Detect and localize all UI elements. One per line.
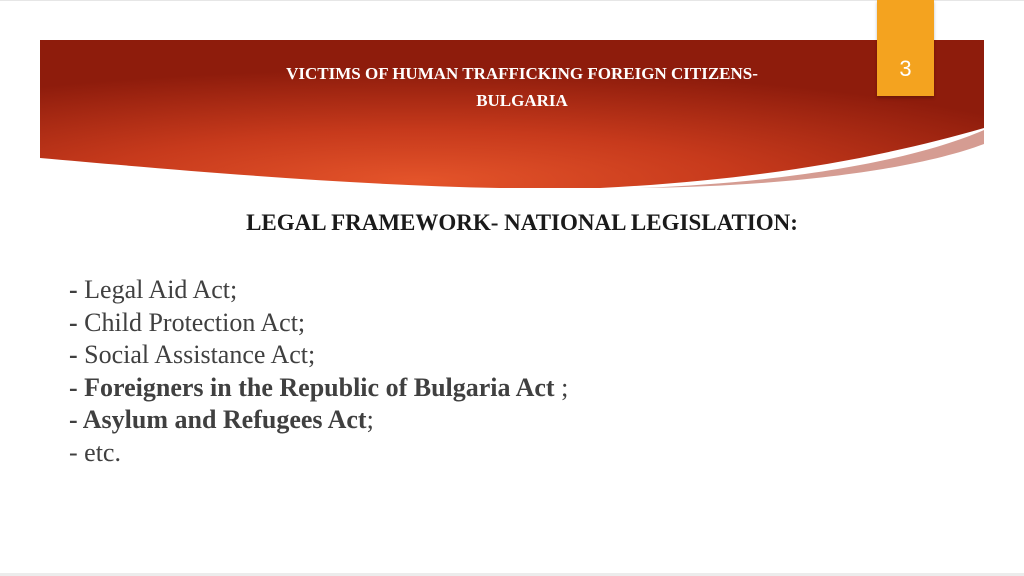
list-item-text: Foreigners in the Republic of Bulgaria Act <box>84 372 555 402</box>
list-item <box>69 372 969 405</box>
section-heading: LEGAL FRAMEWORK- NATIONAL LEGISLATION: <box>246 210 798 235</box>
top-border-line <box>0 0 1024 1</box>
legislation-list <box>69 274 969 469</box>
slide-title-line-2: BULGARIA <box>476 91 568 110</box>
list-item <box>69 404 969 437</box>
list-item-text: Legal Aid Act; <box>84 275 238 304</box>
list-item-text: etc. <box>84 437 121 467</box>
list-item-text: Social Assistance Act; <box>84 340 316 369</box>
list-item-suffix: ; <box>554 372 569 402</box>
slide-number-tab <box>877 0 934 96</box>
list-item <box>69 437 969 470</box>
list-dash: - <box>69 437 78 467</box>
list-item-text: Asylum and Refugees Act <box>82 405 367 434</box>
list-dash: - <box>69 340 78 369</box>
slide-title-line-1: VICTIMS OF HUMAN TRAFFICKING FOREIGN CITIZENS- <box>286 64 758 83</box>
list-item-text: Child Protection Act; <box>84 307 306 337</box>
list-dash: - <box>69 372 78 402</box>
list-item <box>69 339 969 372</box>
list-dash: - <box>69 307 78 337</box>
list-item-suffix: ; <box>366 405 374 434</box>
slide-title <box>200 60 844 114</box>
slide-number: 3 <box>899 56 912 81</box>
list-dash: - <box>69 405 78 434</box>
list-dash: - <box>69 275 78 304</box>
list-item <box>69 274 969 307</box>
list-item <box>69 307 969 340</box>
